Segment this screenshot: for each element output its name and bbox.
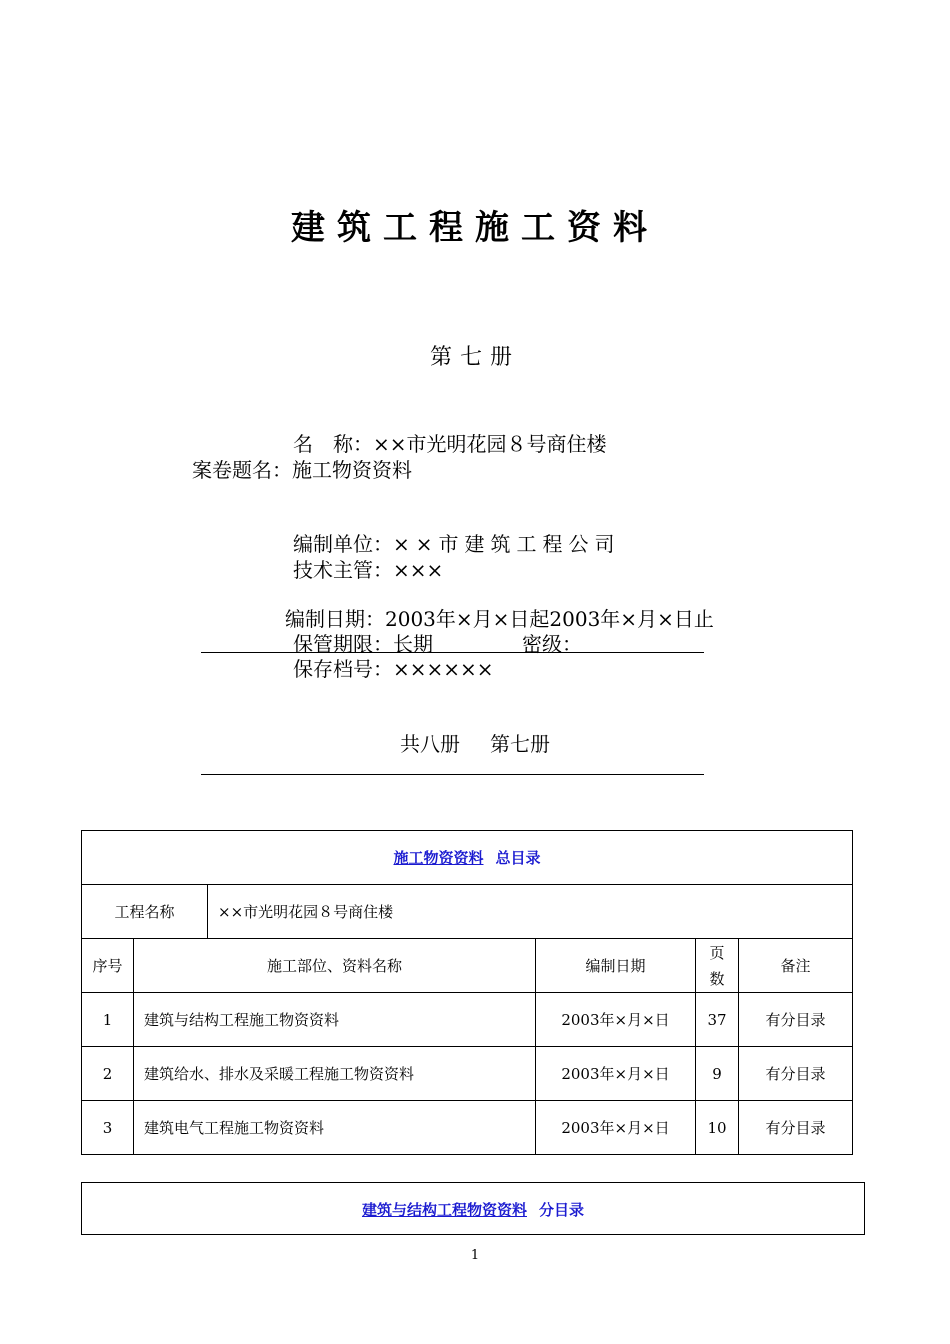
project-name-label: 名 称： [293,432,373,456]
total-volumes: 共八册 [400,732,460,756]
volume-label: 第七册 [429,345,520,370]
header-pages [696,939,739,993]
header-name: 施工部位、资料名称 [134,939,536,993]
archive-line [293,655,494,683]
row-date: 2003年×月×日 [536,993,696,1047]
table-header-row [82,939,853,993]
project-name-value: ××市光明花园８号商住楼 [373,432,607,456]
row-no: 1 [82,993,134,1047]
row-date: 2003年×月×日 [536,1047,696,1101]
subcatalog-heading [81,1182,865,1235]
tech-value: ××× [393,558,444,582]
divider-upper [201,652,704,653]
row-remark: 有分目录 [739,1101,853,1155]
project-name-label-cell: 工程名称 [82,885,208,939]
date-value: 2003年×月×日起2003年×月×日止 [385,607,714,631]
secret-label: 密级： [522,632,582,656]
term-line [293,630,433,658]
project-name-value-cell: ××市光明花园８号商住楼 [208,885,853,939]
unit-value: ××市建筑工程公司 [393,532,621,556]
row-remark: 有分目录 [739,1047,853,1101]
date-label: 编制日期： [285,607,385,631]
catalog-heading-link[interactable]: 施工物资资料 [393,849,484,867]
unit-line [293,530,621,558]
row-no: 2 [82,1047,134,1101]
tech-label: 技术主管： [293,558,393,582]
subcatalog-heading-link[interactable]: 建筑与结构工程物资资料 [361,1201,527,1219]
catalog-heading-row [82,831,853,885]
catalog-heading-text: 总目录 [495,849,541,867]
row-name: 建筑给水、排水及采暖工程施工物资资料 [134,1047,536,1101]
archive-label: 保存档号： [293,657,393,681]
archive-value: ×××××× [393,657,494,681]
row-pages: 37 [696,993,739,1047]
subcatalog-heading-text: 分目录 [539,1201,585,1219]
header-no: 序号 [82,939,134,993]
catalog-heading [82,831,853,885]
table-row [82,1047,853,1101]
table-row [82,1101,853,1155]
page-number: 1 [470,1248,480,1263]
tech-line [293,556,443,584]
current-volume: 第七册 [490,732,550,756]
row-name: 建筑电气工程施工物资资料 [134,1101,536,1155]
row-remark: 有分目录 [739,993,853,1047]
header-pages-line1: 页 [709,943,725,962]
divider-lower [201,774,704,775]
date-line [285,605,714,633]
project-row [82,885,853,939]
table-row [82,993,853,1047]
header-pages-line2: 数 [709,969,725,988]
row-no: 3 [82,1101,134,1155]
term-label: 保管期限： [293,632,393,656]
volume-count-line [0,730,950,758]
row-pages: 10 [696,1101,739,1155]
row-date: 2003年×月×日 [536,1101,696,1155]
row-pages: 9 [696,1047,739,1101]
header-date: 编制日期 [536,939,696,993]
row-name: 建筑与结构工程施工物资资料 [134,993,536,1047]
term-value: 长期 [393,632,433,656]
header-remark: 备注 [739,939,853,993]
secret-line [522,630,582,658]
case-title-line [192,456,412,484]
unit-label: 编制单位： [293,532,393,556]
project-name-line [293,430,607,458]
case-title-value: 施工物资资料 [292,458,412,482]
case-title-label: 案卷题名： [192,458,292,482]
document-title: 建筑工程施工资料 [291,208,659,248]
general-catalog-table [81,830,853,1155]
